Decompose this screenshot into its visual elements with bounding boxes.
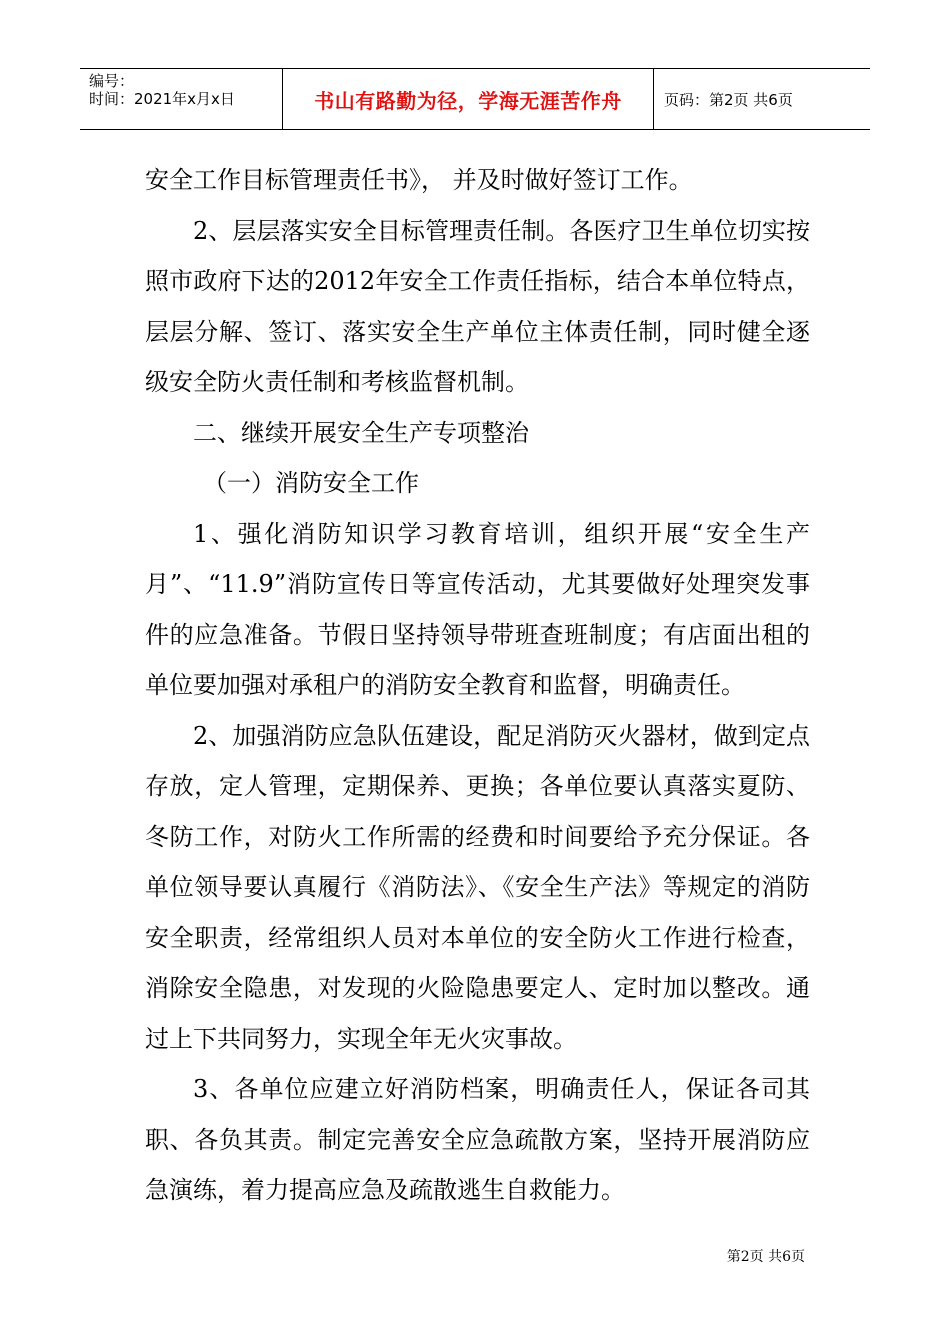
document-body <box>145 155 810 1216</box>
paragraph: 2、层层落实安全目标管理责任制。各医疗卫生单位切实按照市政府下达的2012年安全工作责任指标，结合本单位特点，层层分解、签订、落实安全生产单位主体责任制，同时健全逐级安全防火责任制和考核监督机制。 <box>145 216 810 396</box>
section-heading: 二、继续开展安全生产专项整治 <box>193 418 529 447</box>
page-footer <box>727 1246 805 1266</box>
document-header <box>80 68 870 130</box>
header-page-code <box>654 69 870 129</box>
subsection-heading: （一）消防安全工作 <box>203 469 419 497</box>
paragraph: 3、各单位应建立好消防档案，明确责任人，保证各司其职、各负其责。制定完善安全应急疏散方案，坚持开展消防应急演练，着力提高应急及疏散逃生自救能力。 <box>145 1075 810 1204</box>
header-time-label: 时间：2021年x月x日 <box>89 90 235 108</box>
header-number-label: 编号： <box>89 72 135 90</box>
header-page-code-text: 页码：第2页 共6页 <box>664 90 793 109</box>
paragraph: 2、加强消防应急队伍建设，配足消防灭火器材，做到定点存放，定人管理，定期保养、更换；各单位要认真落实夏防、冬防工作，对防火工作所需的经费和时间要给予充分保证。各单位领导要认真履行《消防法》、《安全生产法》等规定的消防安全职责，经常组织人员对本单位的安全防火工作进行检查，消除安全隐患，对发现的火险隐患要定人、定时加以整改。通过上下共同努力，实现全年无火灾事故。 <box>145 721 810 1053</box>
paragraph: 1、强化消防知识学习教育培训，组织开展“安全生产月”、“11.9”消防宣传日等宣传活动，尤其要做好处理突发事件的应急准备。节假日坚持领导带班查班制度；有店面出租的单位要加强对承租户的消防安全教育和监督，明确责任。 <box>145 519 810 699</box>
footer-page-number: 第2页 共6页 <box>726 1249 805 1265</box>
header-meta <box>80 69 282 129</box>
paragraph: 安全工作目标管理责任书》， 并及时做好签订工作。 <box>145 166 693 194</box>
header-motto-text: 书山有路勤为径，学海无涯苦作舟 <box>314 88 622 113</box>
header-motto <box>282 69 654 129</box>
